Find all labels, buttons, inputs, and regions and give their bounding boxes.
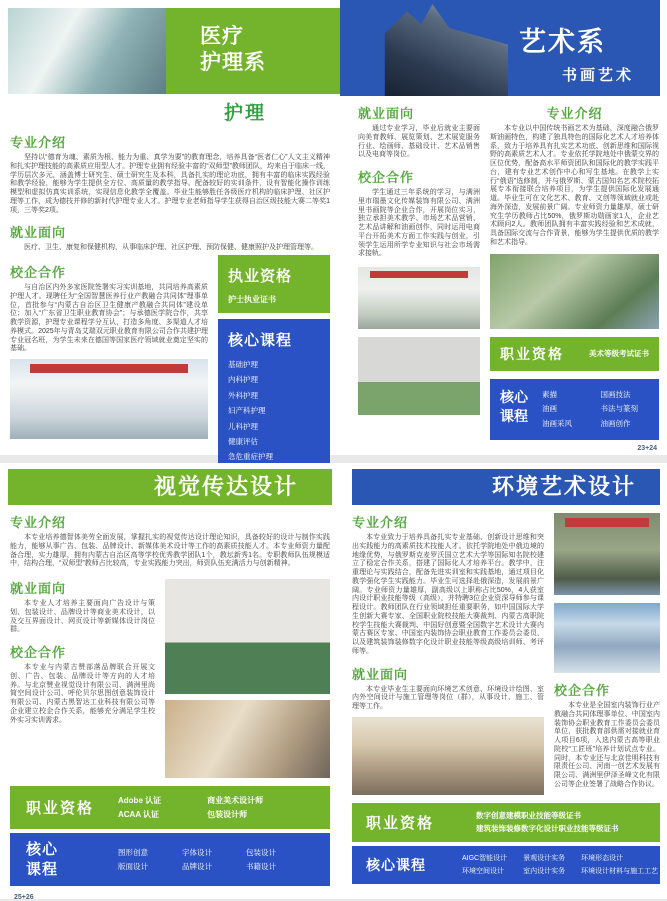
major-title-nursing: 护理 bbox=[223, 103, 266, 124]
core-courses-label bbox=[26, 840, 118, 879]
section-visual-design bbox=[0, 463, 340, 899]
art-major-title: 书画艺术 bbox=[561, 67, 634, 84]
course-item: 内科护理 bbox=[228, 375, 258, 385]
cooperation-heading: 校企合作 bbox=[10, 265, 67, 280]
visual-left-column bbox=[10, 571, 155, 778]
nursing-left-column bbox=[10, 255, 208, 471]
course-column bbox=[118, 846, 148, 874]
course-item: 基础护理 bbox=[228, 360, 258, 369]
core-courses-label bbox=[500, 388, 532, 432]
section-nursing bbox=[0, 0, 340, 462]
cooperation-paragraph: 与自治区内外多家医院签署实习实训基地，共同培养高素质护理人才。现聘任为“全国智慧医养行业产教融合共同体”理事单位，首批参与“内蒙古自治区卫生健康产教融合共同体”建设单位；加入“广东省卫生职业教育协会”；与承德医学院合作，共享教学资源，护理专业课程学分互认，打造多角度、多渠道人才培养模式。2025年与青岛艾瑞双元职业教育有限公司合作共建护理专业冠名班，为学生未来在德国等国家医疗领域就业奠定坚实的基础。 bbox=[10, 284, 208, 353]
course-item: 图形创意 bbox=[118, 847, 148, 857]
qualification-item: 包装设计师 bbox=[207, 809, 248, 819]
art-studio-class-photo bbox=[358, 337, 480, 415]
competition-award-photo bbox=[554, 603, 660, 673]
intro-heading: 专业介绍 bbox=[352, 515, 409, 530]
intro-heading: 专业介绍 bbox=[10, 135, 67, 150]
qualification-item: 商业美术设计师 bbox=[207, 796, 264, 805]
course-item: 品牌设计 bbox=[182, 861, 212, 871]
department-banner-medical-nursing bbox=[166, 8, 340, 94]
qualification-box bbox=[352, 803, 660, 842]
design-exhibition-room-photo bbox=[165, 579, 330, 694]
art-department-title: 艺术系 bbox=[519, 27, 606, 57]
core-courses-box bbox=[352, 846, 660, 885]
qualification-item: Adobe 认证 bbox=[118, 796, 162, 805]
employment-heading: 就业面向 bbox=[358, 106, 415, 121]
employment-heading: 就业面向 bbox=[10, 581, 67, 596]
core-courses-box bbox=[10, 833, 330, 886]
cooperation-heading: 校企合作 bbox=[554, 683, 611, 698]
course-item: 妇产科护理 bbox=[228, 406, 266, 416]
calligraphy-right-column bbox=[490, 96, 659, 452]
intro-paragraph: 本专业以中国传统书画艺术为基础，深度融合俄罗斯油画特色，构建了独具特色的国际化艺术人才培养体系，致力于培养具有扎实艺术功底、创新思维和国际视野的高素质艺术人才。专业依托学院地处中俄蒙交界的区位优势，配备高水平师资团队和国际化的教学实践平台，建有专业艺术创作中心和写生基地。在教学上实行“俄语”选修制，并与俄罗斯、蒙古国知名艺术院校拓展专本衔接联合培养项目，为学生提供国际化发展通道。毕业生可在文化艺术、教育、文创等领域就业或赴海外深造，发展前景广阔。专业师资力量雄厚，硕士研究生学历教师占比50%，俄罗斯功勋画家1人，企业艺术顾问2人。教师团队拥有丰富实践经验和艺术成就，具备国际交流与合作背景，能够为学生提供优质的教学和艺术指导。 bbox=[490, 125, 659, 246]
course-item: AIGC智能设计 bbox=[462, 854, 508, 862]
cooperation-heading: 校企合作 bbox=[10, 645, 67, 660]
employment-paragraph: 本专业毕业生主要面向环境艺术创意、环境设计绘图、室内外空间设计与施工管理等岗位（群），从事设计、施工、管理等工作。 bbox=[352, 685, 544, 710]
employment-paragraph: 医疗、卫生、康复和保健机构，从事临床护理、社区护理、预防保健、健康照护及护理管理等。 bbox=[24, 244, 318, 252]
nursing-header bbox=[8, 8, 340, 94]
cooperation-heading: 校企合作 bbox=[358, 170, 415, 185]
qualification-column bbox=[476, 809, 619, 836]
environment-activity-photo bbox=[554, 513, 660, 595]
section-environment-design bbox=[340, 463, 667, 899]
course-item: 字体设计 bbox=[182, 847, 212, 857]
course-item: 外科护理 bbox=[228, 390, 258, 400]
core-courses-label-line2: 课程 bbox=[26, 860, 59, 878]
art-building-photo bbox=[368, 4, 508, 96]
course-column bbox=[182, 846, 212, 874]
nursing-students-group-photo bbox=[10, 359, 208, 439]
course-item: 油画采风 bbox=[542, 418, 572, 428]
department-banner-art bbox=[340, 0, 660, 96]
nursing-side-column bbox=[218, 255, 330, 471]
visual-right-column bbox=[165, 571, 330, 778]
intro-paragraph: 本专业培养德智体美劳全面发展，掌握扎实的视觉传达设计理论知识，具备较好的设计与制作实践能力，能够从事广告、包装、品牌设计、新媒体美术设计等工作的高素质技能人才。本专业师资力量配备合理，实力雄厚，拥有内蒙古自治区高等学校优秀教学团队1个，教坛新秀1名。专职教师队伍规模适中，结构合理，“双师型”教师占比较高，专业实践能力突出，师资队伍充满活力与创新精神。 bbox=[10, 534, 330, 568]
page-number: 23+24 bbox=[637, 445, 657, 453]
core-courses-label-line1: 核心 bbox=[26, 841, 59, 859]
qualification-item: ACAA 认证 bbox=[118, 809, 160, 819]
environment-right-column bbox=[554, 505, 660, 795]
qualification-box bbox=[10, 786, 330, 829]
photo-red-banner bbox=[30, 364, 188, 373]
core-courses-label-line1: 核心 bbox=[500, 388, 528, 405]
core-courses-box bbox=[218, 319, 330, 471]
course-item: 包装设计 bbox=[246, 847, 276, 857]
employment-paragraph: 通过专业学习，毕业后就业主要面向美育教师、展览策划、艺术展览服务行业、绘画师、基础设计、艺术品销售以及电商等岗位。 bbox=[358, 125, 480, 159]
course-item: 环境空间设计 bbox=[462, 868, 504, 876]
interior-showroom-photo bbox=[352, 717, 544, 795]
course-column bbox=[542, 388, 591, 432]
employment-paragraph: 本专业人才培养主要面向广告设计与策划、包装设计、品牌设计等商业美术设计，以及交互界面设计、网页设计等新媒体设计岗位群。 bbox=[10, 600, 155, 634]
qualification-item: 数字创意建模职业技能等级证书 bbox=[476, 810, 581, 820]
course-item: 健康评估 bbox=[228, 436, 258, 446]
course-item: 书法与篆刻 bbox=[600, 404, 638, 414]
nursing-content bbox=[0, 132, 340, 471]
photo-red-banner bbox=[565, 518, 650, 527]
qualification-label: 职业资格 bbox=[366, 814, 435, 832]
course-item: 国画技法 bbox=[600, 389, 631, 399]
course-column bbox=[523, 852, 565, 879]
course-column bbox=[581, 852, 658, 879]
intro-heading: 专业介绍 bbox=[546, 106, 603, 121]
intro-heading: 专业介绍 bbox=[10, 515, 67, 530]
core-courses-label: 核心课程 bbox=[228, 332, 293, 349]
calligraphy-left-column bbox=[358, 96, 480, 452]
core-courses-box bbox=[490, 379, 659, 441]
qualification-item: 美术等级考试证书 bbox=[589, 349, 649, 358]
employment-heading: 就业面向 bbox=[352, 666, 409, 682]
course-item: 急危重症护理 bbox=[228, 452, 273, 462]
course-item: 景观设计实务 bbox=[523, 854, 566, 862]
intro-paragraph: 本专业致力于培养具备扎实专业基础、创新设计思维和突出实践能力的高素质技术技能人才。依托学院地处中俄边境的地缘优势，与俄罗斯克麦罗沃国立艺术大学等国际知名院校建立了稳定合作关系，搭建了国际化人才培养平台。教学中，注重理论与实践结合，配备先进实训室和实践基地，通过项目化教学强化学生实践能力。毕业生可选择赴俄深造，发展前景广阔。专业师资力量雄厚，副高级以上职称占比50%，4人获室内设计职业技能等级（高级），并特聘3位企业资深导师参与课程设计。教师团队在行业领域担任重要职务，如中国国际大学生创新大赛专家、全国职业院校技能大赛裁判、内蒙古高职院校学生技能大赛裁判、中国好创意暨全国数字艺术设计大赛内蒙古赛区专家、中国室内装饰协会职业教育工作委员会委员，以及建筑装饰装修数字化设计职业技能等级高级培训师、考评师等。 bbox=[352, 534, 544, 655]
qualification-label: 执业资格 bbox=[228, 268, 293, 285]
qualification-label: 职业资格 bbox=[26, 800, 95, 818]
department-banner-line1: 医疗 bbox=[200, 25, 244, 48]
qualification-column bbox=[207, 794, 263, 821]
section-calligraphy-art bbox=[340, 0, 667, 455]
intro-paragraph: 坚持以“德育为魂、素质为根、能力为重、真学为要”的教育理念，培养具备“医者仁心”人文主义精神和扎实护理技能的高素质应用型人才。护理专业拥有经验丰富的“双师型”教师团队，均来自于临床一线，学历层次多元，涵盖博士研究生、硕士研究生及本科，具备扎实的理论功底，拥有丰富的临床实践经验和教学经验，能够为学生提供全方位、高质量的教学指导。配备较好的实训条件，设有智能化操作训练模型和虚拟仿真实训系统，实现信息化教学全覆盖。毕业生能够胜任各级医疗机构的临床护理、社区护理等工作，成为德技并修的新时代护理专业人才。护理专业老师指导学生获得自治区级技能大赛二等奖1项，三等奖2项。 bbox=[10, 154, 330, 214]
course-item: 环境形态设计 bbox=[581, 854, 624, 862]
nursing-practice-photo bbox=[8, 8, 166, 94]
course-item: 书籍设计 bbox=[246, 861, 276, 871]
course-item: 素描 bbox=[542, 389, 557, 399]
course-item: 儿科护理 bbox=[228, 421, 258, 431]
course-item: 油画 bbox=[542, 404, 557, 414]
outdoor-teaching-photo bbox=[490, 254, 659, 329]
course-column bbox=[462, 852, 507, 879]
photo-red-banner bbox=[370, 271, 468, 278]
qualification-item: 护士执业证书 bbox=[228, 295, 276, 304]
qualification-item: 建筑装饰装修数字化设计职业技能等级证书 bbox=[476, 824, 619, 834]
course-item: 版面设计 bbox=[118, 861, 148, 871]
cooperation-paragraph: 本专业是全国室内装饰行业产教融合共同体理事单位、中国室内装饰协会职业教育工作委员会委员单位，获批教育部供需对接就业育人项目6项，入选内蒙古高等职业院校“工匠班”培养计划试点专业。同时，本专业还与北京佳明科技有限责任公司、河南一创艺术发展有限公司、满洲里伊泽圣峰文化有限公司等企业签署了战略合作协议。 bbox=[554, 702, 660, 788]
calligraphy-exhibition-group-photo bbox=[358, 267, 480, 329]
employment-heading: 就业面向 bbox=[10, 225, 67, 241]
cooperation-paragraph: 学生通过三年系统的学习，与满洲里市瑞墨文化传媒装饰有限公司、满洲里书画院等企业合作，开展岗位实习，独立承担美术教学、市场艺术品营销、艺术品讲解和油画创作，同时运用电商平台开拓美术方面工作实践与创业，引领学生运用所学专业知识与社会市场需求接轨。 bbox=[358, 189, 480, 258]
core-courses-label-line2: 课程 bbox=[500, 408, 528, 425]
course-item: 环境设计材料与施工工艺 bbox=[581, 868, 659, 876]
course-column bbox=[246, 846, 276, 874]
page-number: 25+26 bbox=[14, 894, 34, 901]
course-column bbox=[601, 388, 650, 432]
qualification-box bbox=[490, 337, 659, 371]
major-banner-environment-design: 环境艺术设计 bbox=[352, 469, 660, 505]
qualification-label: 职业资格 bbox=[500, 345, 564, 362]
cooperation-paragraph: 本专业与内蒙古赞部落品牌联合开展文创、广告、包装、品牌设计等方向的人才培养。与北京赞业视觉设计有限公司、满洲里尚简空间设计公司、呼伦贝尔思图创意装饰设计有限公司、内蒙古黑智达工业科技有限公司等企业建立校企合作关系，能够充分满足学生校外实习实训需求。 bbox=[10, 664, 155, 724]
department-banner-line2: 护理系 bbox=[200, 50, 266, 74]
qualification-column bbox=[118, 794, 161, 821]
course-item: 室内设计实务 bbox=[523, 868, 566, 876]
qualification-box bbox=[218, 255, 330, 313]
major-banner-visual-design: 视觉传达设计 bbox=[8, 469, 332, 505]
course-item: 油画创作 bbox=[600, 418, 631, 428]
core-courses-label: 核心课程 bbox=[366, 857, 426, 874]
environment-left-column bbox=[352, 505, 544, 795]
student-team-computer-photo bbox=[165, 700, 330, 778]
